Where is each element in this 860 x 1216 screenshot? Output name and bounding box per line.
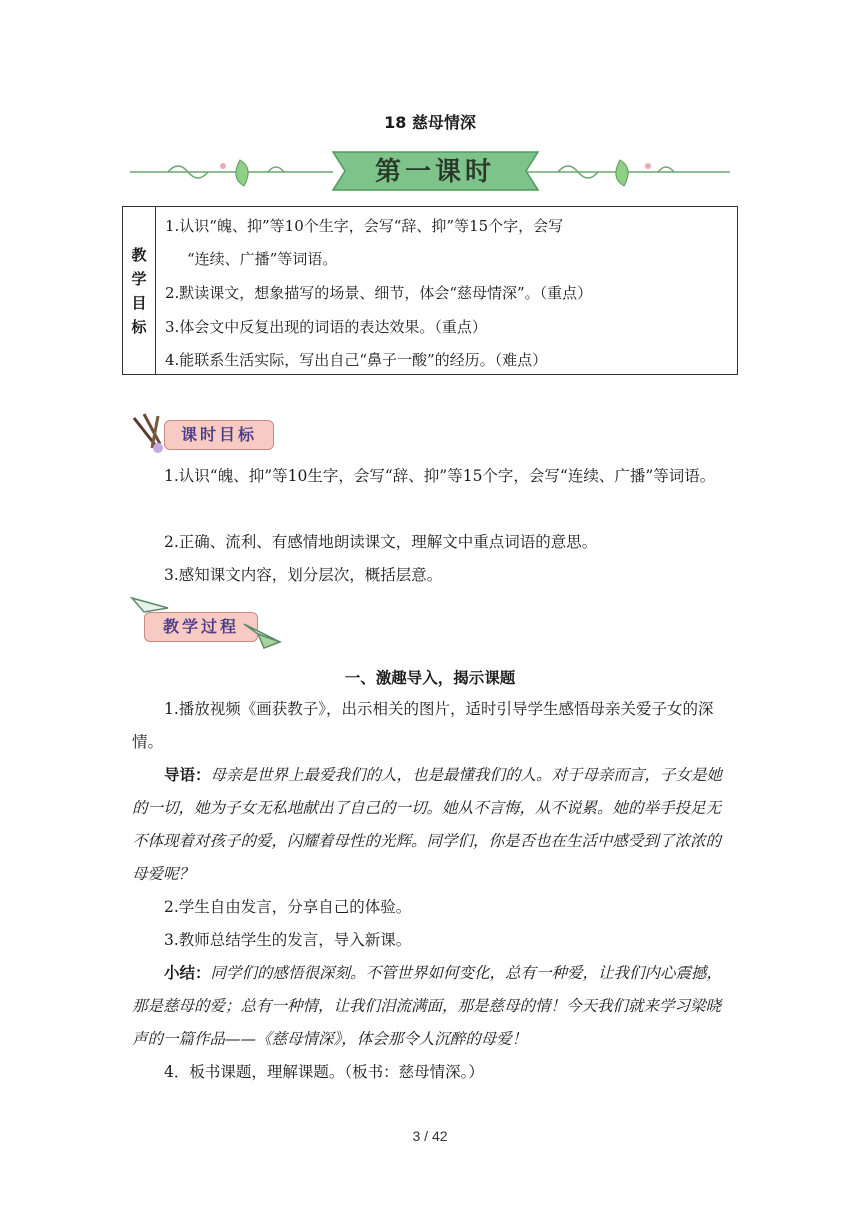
flower-icon bbox=[220, 163, 226, 169]
summary-paragraph bbox=[132, 957, 730, 1056]
teaching-process-label: 教学过程 bbox=[144, 612, 258, 642]
class-goal-item: 1.认识“魄、抑”等10生字，会写“辞、抑”等15个字，会写“连续、广播”等词语。 bbox=[164, 467, 716, 485]
step-paragraph: 1.播放视频《画获教子》，出示相关的图片，适时引导学生感悟母亲关爱子女的深情。 bbox=[132, 700, 714, 751]
flower-icon bbox=[645, 163, 651, 169]
class-goal-item: 3.感知课文内容，划分层次，概括层意。 bbox=[164, 566, 443, 584]
objective-line: 3.体会文中反复出现的词语的表达效果。（重点） bbox=[165, 318, 487, 336]
guide-text: 母亲是世界上最爱我们的人，也是最懂我们的人。对于母亲而言，子女是她的一切，她为子女无私地献出了自己的一切。她从不言悔，从不说累。她的举手投足无不体现着对孩子的爱，闪耀着母性的光辉。同学们，你是否也在生活中感受到了浓浓的母爱呢？ bbox=[132, 766, 723, 883]
step-paragraph: 2.学生自由发言，分享自己的体验。 bbox=[164, 898, 412, 916]
step-paragraph: 4．板书课题，理解课题。（板书：慈母情深。） bbox=[164, 1063, 484, 1081]
summary-text: 同学们的感悟很深刻。不管世界如何变化，总有一种爱，让我们内心震撼，那是慈母的爱；总有一种情，让我们泪流满面，那是慈母的情！今天我们就来学习梁晓声的一篇作品——《慈母情深》，体会那令人沉醉的母爱！ bbox=[132, 964, 723, 1048]
objectives-header-char: 标 bbox=[131, 317, 147, 336]
objective-line: 2.默读课文，想象描写的场景、细节，体会“慈母情深”。（重点） bbox=[165, 284, 593, 302]
objectives-header-char: 目 bbox=[131, 293, 147, 312]
summary-label: 小结： bbox=[164, 964, 211, 982]
objective-line: 1.认识“魄、抑”等10个生字，会写“辞、抑”等15个字，会写 bbox=[165, 217, 564, 235]
section-title: 一、激趣导入，揭示课题 bbox=[344, 669, 516, 687]
guide-paragraph bbox=[132, 759, 730, 891]
lesson-title: 18 慈母情深 bbox=[384, 113, 476, 132]
class-goals-badge bbox=[130, 412, 280, 456]
objectives-header bbox=[123, 207, 156, 374]
left-vine-ornament bbox=[130, 166, 333, 178]
banner-text: 第一课时 bbox=[374, 157, 496, 187]
objectives-header-char: 学 bbox=[131, 269, 147, 288]
step-paragraph: 3.教师总结学生的发言，导入新课。 bbox=[164, 931, 412, 949]
objectives-header-char: 教 bbox=[131, 245, 147, 264]
lesson-banner bbox=[128, 148, 732, 194]
paper-plane-icon bbox=[242, 622, 282, 650]
objective-line: “连续、广播”等词语。 bbox=[187, 250, 338, 268]
class-goals-label: 课时目标 bbox=[164, 420, 274, 450]
leaf-icon bbox=[236, 160, 248, 186]
guide-label: 导语： bbox=[164, 766, 211, 784]
teaching-objectives-table bbox=[122, 206, 738, 375]
page-number: 3 / 42 bbox=[412, 1128, 448, 1144]
teaching-process-badge bbox=[130, 594, 282, 654]
objective-line: 4.能联系生活实际，写出自己“鼻子一酸”的经历。（难点） bbox=[165, 351, 548, 369]
leaf-icon bbox=[616, 160, 628, 186]
class-goal-item: 2.正确、流利、有感情地朗读课文，理解文中重点词语的意思。 bbox=[164, 533, 598, 551]
